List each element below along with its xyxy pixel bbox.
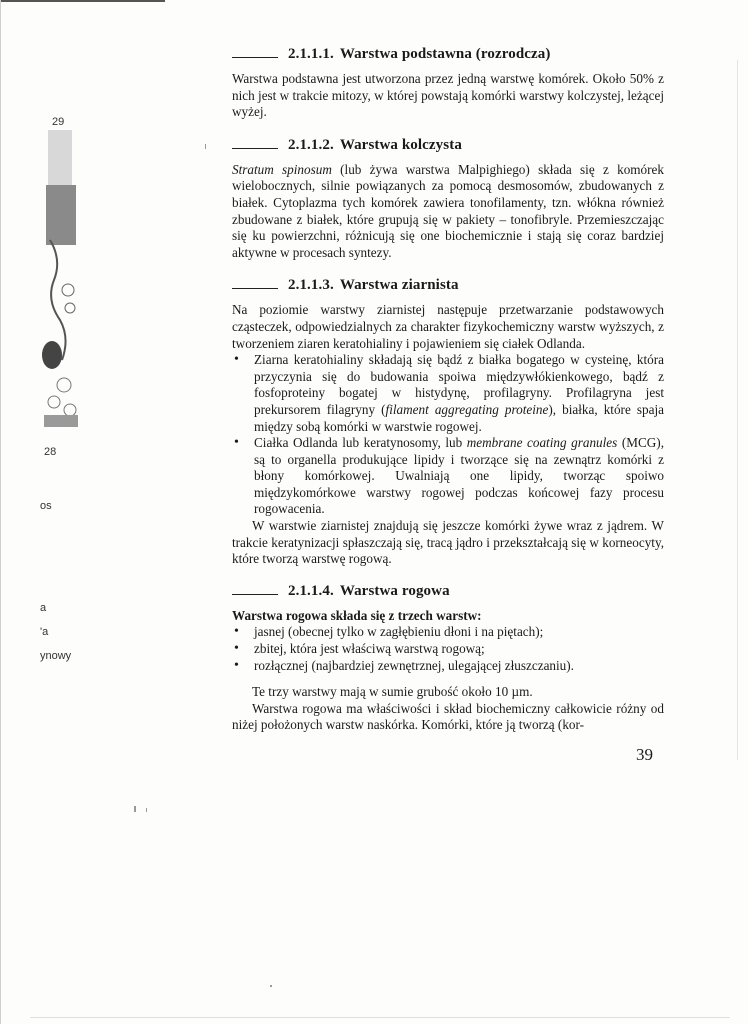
section-heading bbox=[232, 46, 664, 63]
section-number: 2.1.1.4. bbox=[288, 582, 334, 599]
paragraph: Na poziomie warstwy ziarnistej następuje przetwarzanie podstawowych cząsteczek, odpowiedzialnych za charakter fizykochemiczny warstw wyższych, z tworzeniem ziaren keratohialiny i pojawieniem się ciałek Odlanda. bbox=[232, 302, 664, 351]
section-warstwa-kolczysta bbox=[232, 137, 664, 262]
margin-fragment-4: ynowy bbox=[40, 650, 72, 662]
english-term: membrane coating granules bbox=[466, 435, 618, 451]
margin-page-ref-mid: 28 bbox=[44, 446, 57, 458]
margin-figure-bleed bbox=[40, 130, 82, 440]
list-item-text: ), białka, które spaja między sobą komórki w warstwie rogowej. bbox=[254, 401, 664, 434]
scan-speck bbox=[205, 144, 206, 149]
section-title: Warstwa ziarnista bbox=[339, 277, 459, 294]
paragraph bbox=[232, 162, 664, 262]
section-number: 2.1.1.3. bbox=[288, 277, 334, 294]
list-item bbox=[232, 352, 664, 435]
list-item: • zbitej, która jest właściwą warstwą rogową; bbox=[232, 641, 664, 658]
scan-speck bbox=[270, 985, 272, 987]
heading-rule bbox=[232, 288, 278, 289]
bullet-list bbox=[232, 352, 664, 518]
section-number: 2.1.1.1. bbox=[288, 46, 334, 62]
scan-edge-right bbox=[737, 60, 738, 760]
section-warstwa-ziarnista bbox=[232, 277, 664, 568]
heading-rule bbox=[232, 57, 278, 58]
section-number: 2.1.1.2. bbox=[288, 136, 334, 153]
scan-speck bbox=[146, 808, 147, 812]
heading-rule bbox=[232, 594, 278, 595]
page-number: 39 bbox=[636, 745, 653, 764]
list-item bbox=[232, 435, 664, 518]
list-item-text: Ziarna keratohialiny składają się bądź z białka bogatego w cysteinę, która przyczynia się do budowania spoiwa międzywłókienkowego, bądź z fosfoproteiny bogatej w histydynę, profilagryny. Profilagryna jest prekursorem filagryny ( bbox=[254, 352, 664, 417]
latin-term: Stratum spinosum bbox=[232, 161, 332, 177]
scan-edge-left bbox=[0, 0, 1, 1024]
page-body bbox=[232, 46, 664, 750]
paragraph-text: (lub żywa warstwa Malpighiego) składa się z komórek wielobocznych, silnie powiązanych za pomocą desmosomów, zbudowanych z białek. Cytoplazma tych komórek zawiera tonofilamenty, tzn. włókna również zbudowane z białek, które grupują się w pakiety – tonofibryle. Przemieszczając się ku powierzchni, różnicują się one biochemicznie i stają się coraz bardziej aktywne w procesach syntezy. bbox=[232, 161, 664, 260]
section-heading bbox=[232, 583, 664, 600]
heading-rule bbox=[232, 148, 278, 149]
list-item: • jasnej (obecnej tylko w zagłębieniu dłoni i na piętach); bbox=[232, 624, 664, 641]
margin-fragment-2: a bbox=[40, 602, 47, 614]
section-title: Warstwa kolczysta bbox=[339, 136, 462, 153]
section-warstwa-podstawna bbox=[232, 46, 664, 121]
scan-edge-top bbox=[0, 0, 165, 2]
margin-fragment-1: os bbox=[40, 500, 52, 512]
margin-page-ref-top: 29 bbox=[52, 116, 65, 128]
paragraph: Te trzy warstwy mają w sumie grubość około 10 µm. bbox=[252, 684, 533, 700]
paragraph: Warstwa rogowa ma właściwości i skład biochemiczny całkowicie różny od niżej położonych warstw naskórka. Komórki, które ją tworzą (kor- bbox=[232, 700, 664, 733]
list-item: • rozłącznej (najbardziej zewnętrznej, ulegającej złuszczaniu). bbox=[232, 658, 664, 675]
paragraph: Warstwa podstawna jest utworzona przez jedną warstwę komórek. Około 50% z nich jest w trakcie mitozy, w której powstają komórki warstwy kolczystej, leżącej wyżej. bbox=[232, 71, 664, 120]
margin-fragment-3: 'a bbox=[40, 626, 49, 638]
section-title: Warstwa podstawna (rozrodcza) bbox=[339, 46, 551, 62]
scan-speck bbox=[134, 806, 136, 812]
list-item-text: (MCG), są to organella produkujące lipidy i tworzące się na zewnątrz komórki z błony komórkowej. Uwalniają one lipidy, tworząc spoiwo międzykomórkowe warstwy rogowej podczas końcowej fazy procesu rogowacenia. bbox=[254, 435, 664, 517]
section-title: Warstwa rogowa bbox=[339, 582, 450, 599]
section-warstwa-rogowa bbox=[232, 583, 664, 734]
list-item-text: Ciałka Odlanda lub keratynosomy, lub bbox=[254, 435, 467, 451]
section-heading bbox=[232, 137, 664, 154]
scan-edge-bottom bbox=[30, 1017, 730, 1018]
bullet-list bbox=[232, 624, 664, 674]
section-heading bbox=[232, 277, 664, 294]
paragraph: W warstwie ziarnistej znajdują się jeszcze komórki żywe wraz z jądrem. W trakcie keratynizacji spłaszczają się, tracą jądro i przekształcają się w korneocyty, które tworzą warstwę rogową. bbox=[232, 518, 664, 567]
bold-lead-sentence: Warstwa rogowa składa się z trzech warstw: bbox=[232, 607, 482, 623]
english-term: filament aggregating proteine bbox=[385, 401, 549, 417]
